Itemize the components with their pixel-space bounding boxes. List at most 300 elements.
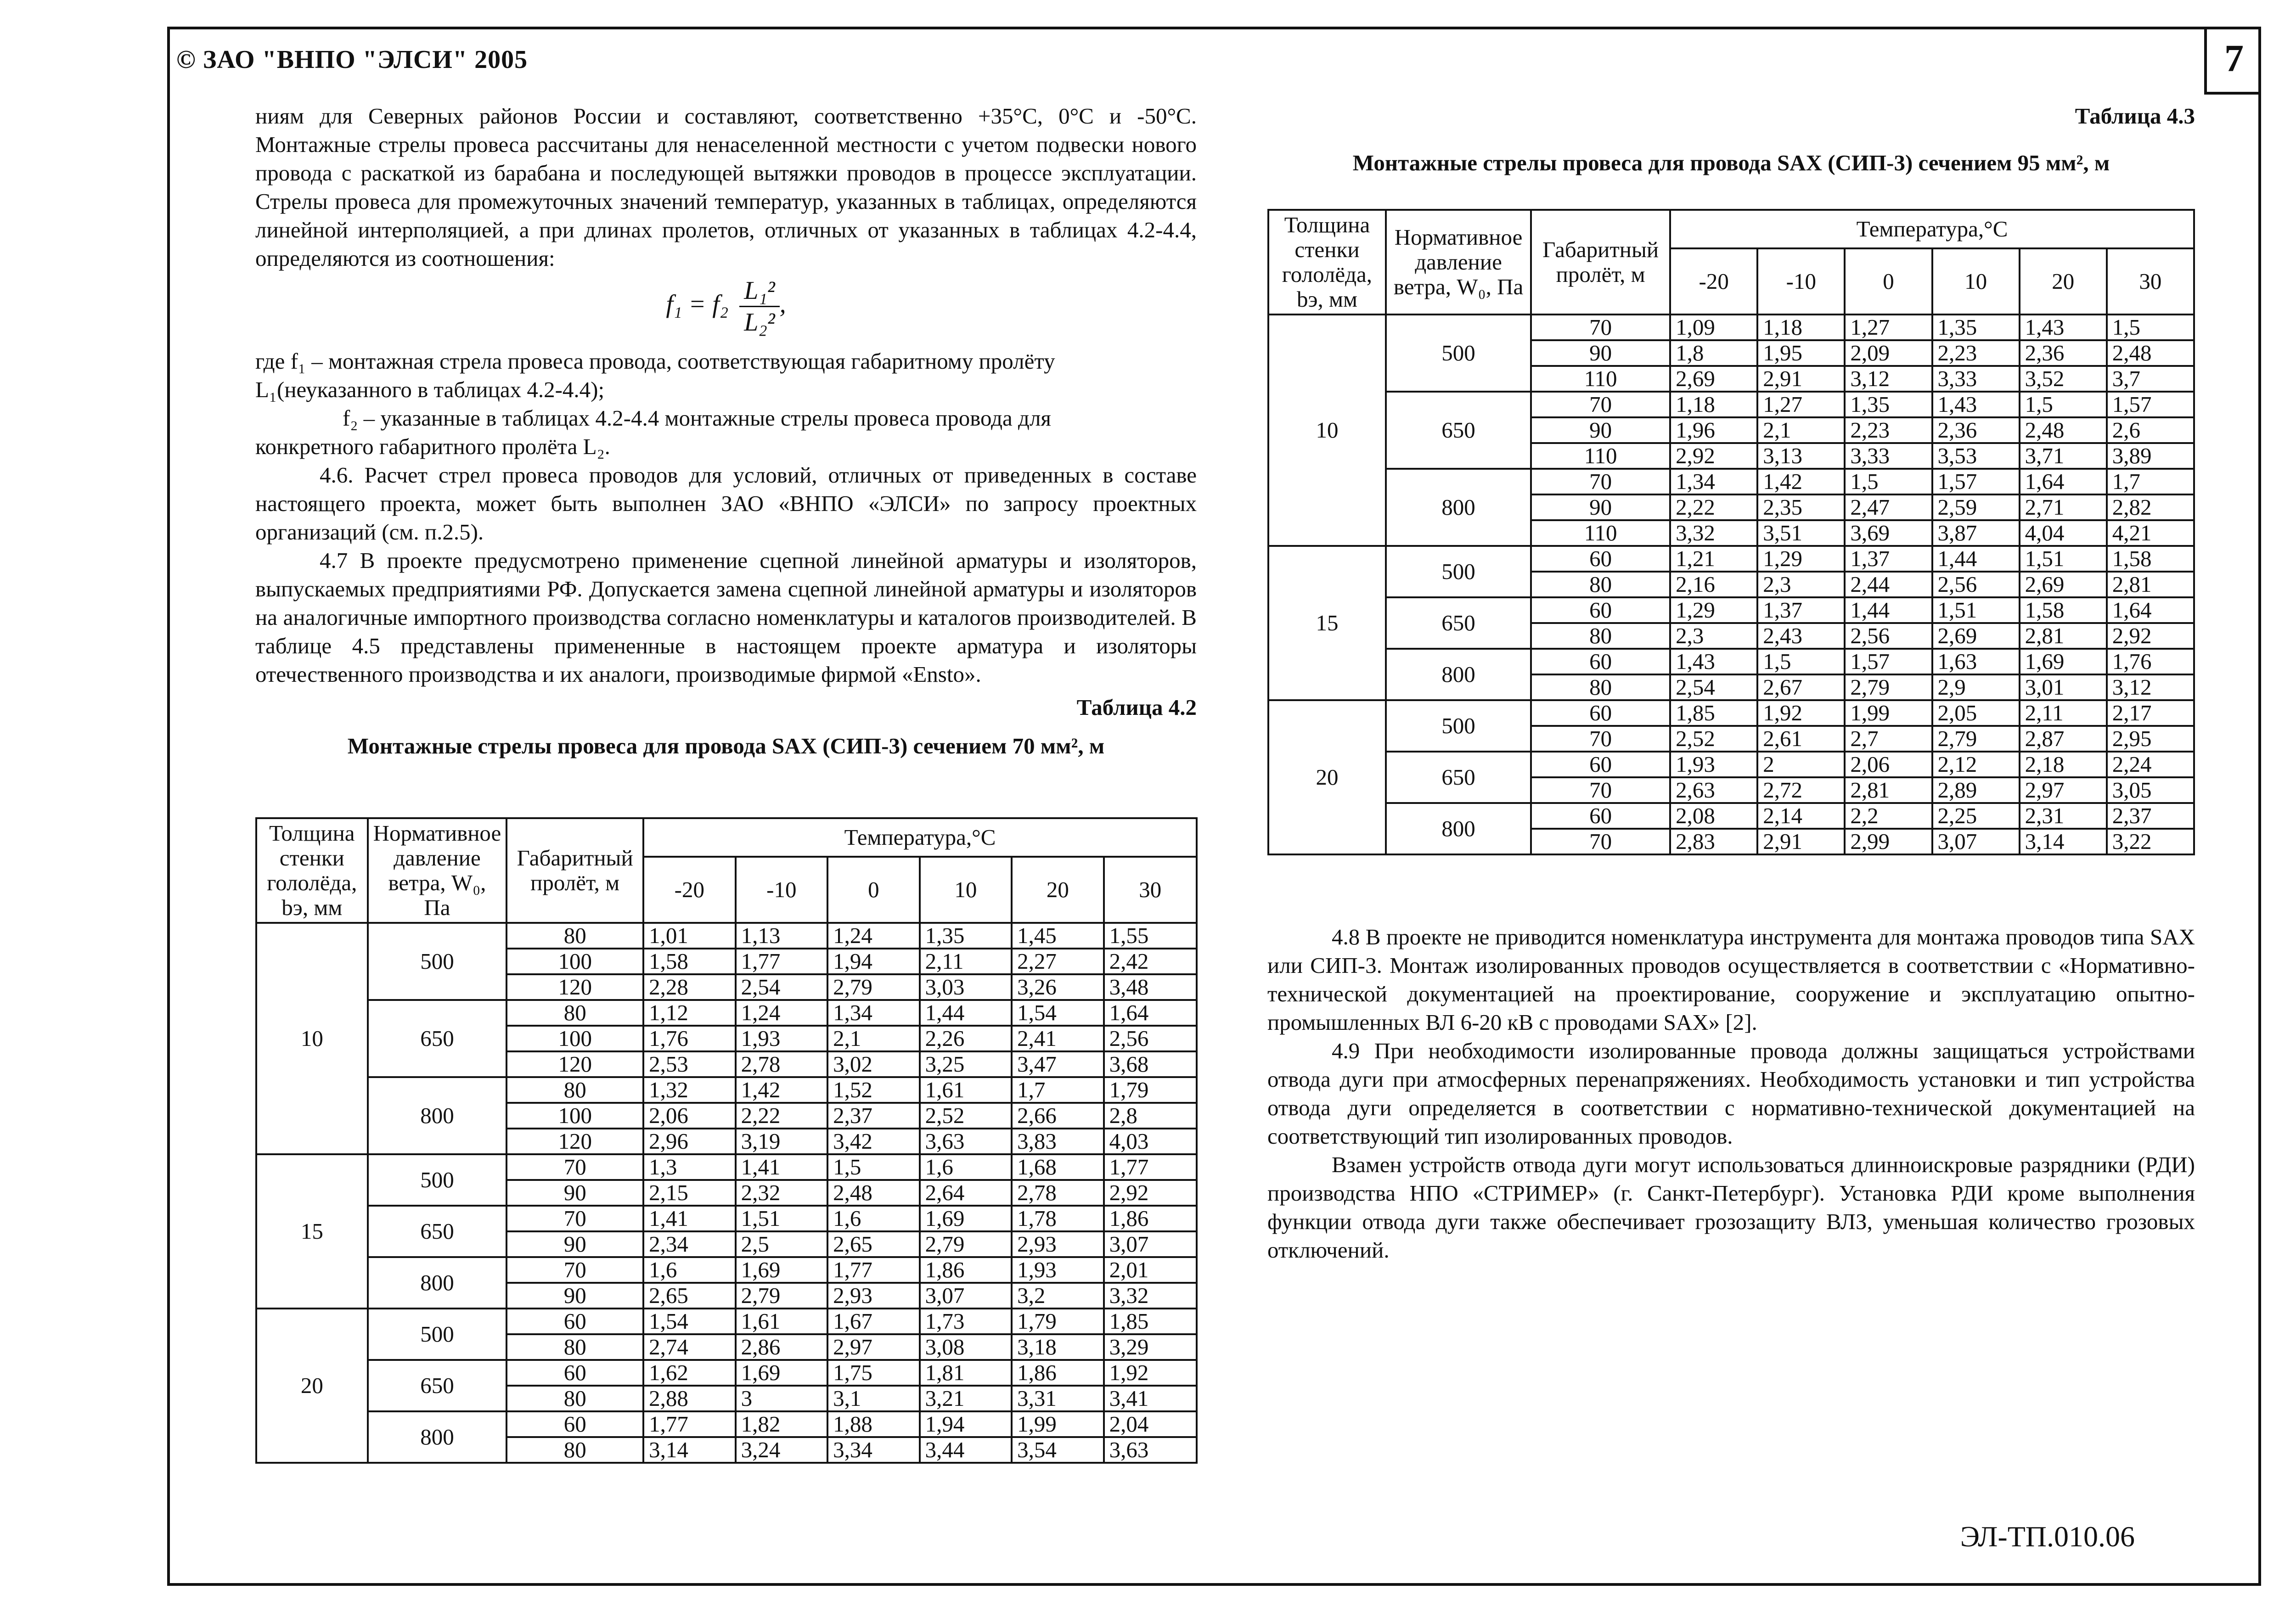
span-cell: 90 (1531, 494, 1670, 520)
table-row (1268, 315, 2194, 340)
sag-value-cell: 2,79 (827, 974, 920, 1000)
sag-value-cell: 2,48 (2020, 417, 2107, 443)
sag-value-cell: 2,66 (1012, 1103, 1104, 1129)
table-row (256, 1000, 1197, 1026)
wind-pressure-cell: 650 (1386, 392, 1531, 469)
header-temp-value: -10 (1757, 248, 1845, 315)
wind-pressure-cell: 800 (368, 1077, 507, 1154)
sag-value-cell: 3,34 (827, 1437, 920, 1463)
span-cell: 70 (506, 1257, 643, 1283)
sag-value-cell: 2,92 (2107, 623, 2194, 649)
paragraph-4-6: 4.6. Расчет стрел провеса проводов для условий, отличных от приведенных в составе настоящего проекта, может быть выполнен ЗАО «ВНПО «ЭЛСИ» по запросу проектных организаций (см. п.2.5). (255, 462, 1197, 545)
sag-value-cell: 2,35 (1757, 494, 1845, 520)
wind-pressure-cell: 800 (1386, 469, 1531, 546)
span-cell: 80 (1531, 674, 1670, 700)
header-temp-value: 0 (1845, 248, 1932, 315)
sag-value-cell: 3,52 (2020, 366, 2107, 392)
sag-value-cell: 2,52 (1670, 726, 1757, 752)
wind-pressure-cell: 500 (1386, 700, 1531, 752)
sag-value-cell: 2,95 (2107, 726, 2194, 752)
sag-value-cell: 2,79 (1845, 674, 1932, 700)
sag-value-cell: 1,32 (643, 1077, 736, 1103)
sag-value-cell: 2,56 (1932, 572, 2020, 597)
sag-value-cell: 2,69 (1932, 623, 2020, 649)
sag-value-cell: 1,64 (1104, 1000, 1197, 1026)
sag-value-cell: 2,25 (1932, 803, 2020, 829)
sag-value-cell: 3,63 (920, 1129, 1012, 1154)
sag-value-cell: 2,79 (736, 1283, 828, 1309)
sag-value-cell: 3,33 (1932, 366, 2020, 392)
sag-value-cell: 2,56 (1845, 623, 1932, 649)
right-column-header (1267, 102, 2195, 177)
wind-pressure-cell: 500 (368, 923, 507, 1000)
header-temp-value: 10 (1932, 248, 2020, 315)
ice-thickness-cell: 20 (256, 1309, 368, 1463)
sag-value-cell: 2,99 (1845, 829, 1932, 854)
sag-value-cell: 2,78 (736, 1051, 828, 1077)
span-cell: 80 (506, 1386, 643, 1411)
sag-value-cell: 2,81 (1845, 777, 1932, 803)
header-temp-value: 30 (1104, 857, 1197, 923)
span-cell: 60 (1531, 597, 1670, 623)
sag-value-cell: 2,81 (2020, 623, 2107, 649)
sag-value-cell: 1,86 (920, 1257, 1012, 1283)
sag-value-cell: 2,97 (827, 1334, 920, 1360)
sag-value-cell: 1,5 (1845, 469, 1932, 494)
span-cell: 100 (506, 1103, 643, 1129)
span-cell: 80 (506, 1437, 643, 1463)
sag-value-cell: 2,69 (1670, 366, 1757, 392)
definition-f2-cont: конкретного габаритного пролёта L₂. (255, 434, 610, 459)
span-cell: 90 (506, 1180, 643, 1206)
sag-value-cell: 1,13 (736, 923, 828, 949)
sag-value-cell: 3,41 (1104, 1386, 1197, 1411)
sag-value-cell: 1,51 (1932, 597, 2020, 623)
sag-value-cell: 1,76 (2107, 649, 2194, 674)
table-row (256, 1206, 1197, 1231)
sag-value-cell: 2,18 (2020, 752, 2107, 777)
sag-value-cell: 1,7 (1012, 1077, 1104, 1103)
document-code: ЭЛ-ТП.010.06 (1960, 1520, 2135, 1553)
sag-value-cell: 2,14 (1757, 803, 1845, 829)
span-cell: 70 (1531, 392, 1670, 417)
sag-value-cell: 2,41 (1012, 1026, 1104, 1051)
sag-value-cell: 1,5 (2107, 315, 2194, 340)
table-row (1268, 597, 2194, 623)
sag-value-cell: 2,28 (643, 974, 736, 1000)
sag-value-cell: 1,54 (1012, 1000, 1104, 1026)
sag-value-cell: 4,03 (1104, 1129, 1197, 1154)
sag-value-cell: 3,03 (920, 974, 1012, 1000)
sag-value-cell: 2,36 (1932, 417, 2020, 443)
sag-value-cell: 1,24 (736, 1000, 828, 1026)
sag-value-cell: 3,53 (1932, 443, 2020, 469)
sag-value-cell: 1,43 (1932, 392, 2020, 417)
sag-value-cell: 1,09 (1670, 315, 1757, 340)
span-cell: 90 (1531, 340, 1670, 366)
table-4-3 (1267, 209, 2195, 855)
sag-value-cell: 3,7 (2107, 366, 2194, 392)
sag-value-cell: 3,2 (1012, 1283, 1104, 1309)
sag-value-cell: 1,73 (920, 1309, 1012, 1334)
sag-value-cell: 1,58 (2107, 546, 2194, 572)
table-row (256, 1360, 1197, 1386)
sag-value-cell: 2,92 (1670, 443, 1757, 469)
sag-value-cell: 1,51 (2020, 546, 2107, 572)
sag-value-cell: 1,43 (1670, 649, 1757, 674)
sag-value-cell: 2,56 (1104, 1026, 1197, 1051)
sag-value-cell: 2,78 (1012, 1180, 1104, 1206)
sag-value-cell: 1,55 (1104, 923, 1197, 949)
sag-value-cell: 3,14 (2020, 829, 2107, 854)
table-row (256, 1411, 1197, 1437)
sag-value-cell: 1,93 (1012, 1257, 1104, 1283)
sag-value-cell: 1,18 (1757, 315, 1845, 340)
formula-fraction (739, 275, 779, 337)
header-row (1268, 210, 2194, 248)
wind-pressure-cell: 800 (368, 1257, 507, 1309)
sag-value-cell: 1,99 (1012, 1411, 1104, 1437)
span-cell: 70 (1531, 777, 1670, 803)
sag-value-cell: 1,37 (1845, 546, 1932, 572)
sag-value-cell: 1,58 (643, 949, 736, 974)
sag-value-cell: 2,7 (1845, 726, 1932, 752)
header-wind-pressure: Нормативное давление ветра, W₀, Па (1386, 210, 1531, 315)
sag-value-cell: 3,24 (736, 1437, 828, 1463)
copyright-header: © ЗАО "ВНПО "ЭЛСИ" 2005 (176, 45, 528, 74)
header-wind-pressure: Нормативное давление ветра, W₀, Па (368, 818, 507, 923)
header-span: Габаритный пролёт, м (506, 818, 643, 923)
sag-value-cell: 3,31 (1012, 1386, 1104, 1411)
sag-value-cell: 1,58 (2020, 597, 2107, 623)
sag-value-cell: 1,29 (1670, 597, 1757, 623)
sag-value-cell: 2,59 (1932, 494, 2020, 520)
header-temperature: Температура,°С (643, 818, 1197, 857)
sag-value-cell: 1,51 (736, 1206, 828, 1231)
wind-pressure-cell: 500 (368, 1309, 507, 1360)
header-temp-value: 0 (827, 857, 920, 923)
span-cell: 70 (1531, 315, 1670, 340)
sag-value-cell: 1,79 (1104, 1077, 1197, 1103)
span-cell: 110 (1531, 520, 1670, 546)
span-cell: 70 (1531, 726, 1670, 752)
sag-value-cell: 2,8 (1104, 1103, 1197, 1129)
ice-thickness-cell: 10 (1268, 315, 1386, 546)
wind-pressure-cell: 500 (368, 1154, 507, 1206)
sag-value-cell: 1,86 (1012, 1360, 1104, 1386)
span-cell: 80 (506, 1000, 643, 1026)
sag-value-cell: 2,48 (827, 1180, 920, 1206)
table-row (1268, 752, 2194, 777)
sag-value-cell: 1,93 (1670, 752, 1757, 777)
ice-thickness-cell: 15 (256, 1154, 368, 1309)
sag-value-cell: 2,27 (1012, 949, 1104, 974)
sag-value-cell: 2,42 (1104, 949, 1197, 974)
sag-value-cell: 2,69 (2020, 572, 2107, 597)
table-row (1268, 803, 2194, 829)
sag-value-cell: 3,07 (1104, 1231, 1197, 1257)
sag-value-cell: 2,08 (1670, 803, 1757, 829)
sag-value-cell: 2,44 (1845, 572, 1932, 597)
sag-value-cell: 2,61 (1757, 726, 1845, 752)
sag-value-cell: 2,26 (920, 1026, 1012, 1051)
sag-value-cell: 2,79 (920, 1231, 1012, 1257)
sag-value-cell: 2,16 (1670, 572, 1757, 597)
sag-value-cell: 1,35 (920, 923, 1012, 949)
header-temp-value: -10 (736, 857, 828, 923)
sag-value-cell: 2,22 (1670, 494, 1757, 520)
sag-value-cell: 2,88 (643, 1386, 736, 1411)
sag-value-cell: 1,41 (736, 1154, 828, 1180)
span-cell: 60 (1531, 649, 1670, 674)
sag-value-cell: 3,08 (920, 1334, 1012, 1360)
wind-pressure-cell: 800 (368, 1411, 507, 1463)
definition-f1-cont: L₁(неуказанного в таблицах 4.2-4.4); (255, 377, 605, 402)
sag-value-cell: 2,74 (643, 1334, 736, 1360)
sag-value-cell: 1,8 (1670, 340, 1757, 366)
sag-value-cell: 2,93 (1012, 1231, 1104, 1257)
sag-value-cell: 2,22 (736, 1103, 828, 1129)
span-cell: 100 (506, 1026, 643, 1051)
sag-value-cell: 2,12 (1932, 752, 2020, 777)
wind-pressure-cell: 650 (368, 1000, 507, 1077)
table42-label: Таблица 4.2 (1076, 695, 1197, 720)
sag-value-cell: 1,29 (1757, 546, 1845, 572)
sag-value-cell: 3,07 (920, 1283, 1012, 1309)
sag-value-cell: 1,77 (643, 1411, 736, 1437)
span-cell: 80 (1531, 572, 1670, 597)
sag-value-cell: 2,1 (827, 1026, 920, 1051)
span-cell: 80 (506, 1077, 643, 1103)
sag-value-cell: 2,64 (920, 1180, 1012, 1206)
sag-value-cell: 1,61 (920, 1077, 1012, 1103)
sag-formula (255, 275, 1197, 344)
sag-value-cell: 1,42 (1757, 469, 1845, 494)
sag-value-cell: 1,81 (920, 1360, 1012, 1386)
wind-pressure-cell: 650 (1386, 752, 1531, 803)
formula-denominator: L₂² (744, 308, 775, 337)
sag-value-cell: 3,21 (920, 1386, 1012, 1411)
paragraph-4-7: 4.7 В проекте предусмотрено применение сцепной линейной арматуры и изоляторов, выпускаемых предприятиями РФ. Допускается замена сцепной линейной арматуры и изоляторов на аналогичные импортного производства согласно номенклатуры и каталогов производителей. В таблице 4.5 представлены примененные в настоящем проекте арматура и изоляторы отечественного производства и их аналоги, производимые фирмой «Ensto». (255, 548, 1197, 687)
sag-value-cell: 2,09 (1845, 340, 1932, 366)
header-row (256, 818, 1197, 857)
sag-value-cell: 1,93 (736, 1026, 828, 1051)
sag-value-cell: 1,75 (827, 1360, 920, 1386)
sag-value-cell: 1,92 (1757, 700, 1845, 726)
sag-value-cell: 2,65 (827, 1231, 920, 1257)
table-row (1268, 700, 2194, 726)
sag-value-cell: 1,21 (1670, 546, 1757, 572)
sag-value-cell: 2,63 (1670, 777, 1757, 803)
sag-value-cell: 2,15 (643, 1180, 736, 1206)
sag-value-cell: 3,71 (2020, 443, 2107, 469)
sag-value-cell: 2,48 (2107, 340, 2194, 366)
sag-value-cell: 1,35 (1932, 315, 2020, 340)
sag-value-cell: 2,52 (920, 1103, 1012, 1129)
sag-value-cell: 2,96 (643, 1129, 736, 1154)
sag-value-cell: 2,89 (1932, 777, 2020, 803)
sag-value-cell: 2,67 (1757, 674, 1845, 700)
header-temp-value: 20 (1012, 857, 1104, 923)
sag-value-cell: 3,01 (2020, 674, 2107, 700)
sag-value-cell: 1,95 (1757, 340, 1845, 366)
span-cell: 90 (506, 1283, 643, 1309)
sag-value-cell: 3,14 (643, 1437, 736, 1463)
sag-value-cell: 1,41 (643, 1206, 736, 1231)
sag-value-cell: 1,6 (643, 1257, 736, 1283)
sag-value-cell: 1,12 (643, 1000, 736, 1026)
sag-value-cell: 1,52 (827, 1077, 920, 1103)
table43-label: Таблица 4.3 (2075, 103, 2195, 129)
header-ice-thickness: Толщина стенки гололёда, bэ, мм (1268, 210, 1386, 315)
sag-value-cell: 1,34 (827, 1000, 920, 1026)
sag-value-cell: 3,22 (2107, 829, 2194, 854)
sag-value-cell: 1,43 (2020, 315, 2107, 340)
wind-pressure-cell: 500 (1386, 315, 1531, 392)
sag-value-cell: 2,17 (2107, 700, 2194, 726)
span-cell: 60 (1531, 700, 1670, 726)
sag-value-cell: 1,88 (827, 1411, 920, 1437)
sag-value-cell: 1,57 (1845, 649, 1932, 674)
sag-value-cell: 2,31 (2020, 803, 2107, 829)
sag-value-cell: 3,1 (827, 1386, 920, 1411)
sag-value-cell: 2,11 (920, 949, 1012, 974)
sag-value-cell: 2,3 (1757, 572, 1845, 597)
sag-value-cell: 1,62 (643, 1360, 736, 1386)
sag-value-cell: 1,92 (1104, 1360, 1197, 1386)
sag-value-cell: 3,69 (1845, 520, 1932, 546)
sag-value-cell: 2,47 (1845, 494, 1932, 520)
span-cell: 120 (506, 1129, 643, 1154)
sag-value-cell: 1,7 (2107, 469, 2194, 494)
sag-value-cell: 2,65 (643, 1283, 736, 1309)
sag-value-cell: 1,67 (827, 1309, 920, 1334)
span-cell: 80 (1531, 623, 1670, 649)
sag-value-cell: 2,82 (2107, 494, 2194, 520)
ice-thickness-cell: 20 (1268, 700, 1386, 854)
table-row (256, 923, 1197, 949)
sag-value-cell: 2,97 (2020, 777, 2107, 803)
formula-numerator: L₁² (739, 275, 779, 307)
formula-tail: , (779, 290, 786, 319)
header-temp-value: 20 (2020, 248, 2107, 315)
sag-value-cell: 2,43 (1757, 623, 1845, 649)
sag-value-cell: 2,91 (1757, 829, 1845, 854)
header-temp-value: 30 (2107, 248, 2194, 315)
paragraph-4-9: 4.9 При необходимости изолированные провода должны защищаться устройствами отвода дуги при атмосферных перенапряжениях. Необходимость установки и тип устройства отвода дуги определяется в соответствии с нормативно-технической документацией на соответствующий тип изолированных проводов. (1267, 1038, 2195, 1149)
sag-value-cell: 3,83 (1012, 1129, 1104, 1154)
sag-value-cell: 2,86 (736, 1334, 828, 1360)
sag-value-cell: 3,51 (1757, 520, 1845, 546)
sag-value-cell: 1,64 (2107, 597, 2194, 623)
table-row (256, 1257, 1197, 1283)
sag-value-cell: 3,42 (827, 1129, 920, 1154)
sag-value-cell: 2,87 (2020, 726, 2107, 752)
sag-value-cell: 1,85 (1670, 700, 1757, 726)
wind-pressure-cell: 800 (1386, 649, 1531, 700)
sag-value-cell: 2,3 (1670, 623, 1757, 649)
paragraph-4-8: 4.8 В проекте не приводится номенклатура инструмента для монтажа проводов типа SAX или СИП-3. Монтаж изолированных проводов осуществляется в соответствии с «Нормативно-технической документацией на проектирование, сооружение и эксплуатацию опытно-промышленных ВЛ 6-20 кВ с проводами SAX» [2]. (1267, 924, 2195, 1035)
sag-value-cell: 2,05 (1932, 700, 2020, 726)
sag-value-cell: 3,47 (1012, 1051, 1104, 1077)
sag-value-cell: 1,69 (736, 1360, 828, 1386)
table-row (256, 1154, 1197, 1180)
sag-value-cell: 3 (736, 1386, 828, 1411)
ice-thickness-cell: 10 (256, 923, 368, 1154)
sag-value-cell: 1,69 (736, 1257, 828, 1283)
paragraph-rdi: Взамен устройств отвода дуги могут использоваться длинноискровые разрядники (РДИ) производства НПО «СТРИМЕР» (г. Санкт-Петербург). Установка РДИ кроме выполнения функции отвода дуги также обеспечивает грозозащиту ВЛЗ, уменьшая количество грозовых отключений. (1267, 1152, 2195, 1263)
sag-value-cell: 2,5 (736, 1231, 828, 1257)
sag-value-cell: 1,5 (827, 1154, 920, 1180)
sag-value-cell: 3,18 (1012, 1334, 1104, 1360)
sag-value-cell: 1,34 (1670, 469, 1757, 494)
sag-value-cell: 1,6 (920, 1154, 1012, 1180)
sag-value-cell: 2,1 (1757, 417, 1845, 443)
sag-value-cell: 1,68 (1012, 1154, 1104, 1180)
sag-value-cell: 2,06 (1845, 752, 1932, 777)
sag-value-cell: 3,26 (1012, 974, 1104, 1000)
sag-value-cell: 1,63 (1932, 649, 2020, 674)
sag-value-cell: 1,18 (1670, 392, 1757, 417)
sag-value-cell: 1,61 (736, 1309, 828, 1334)
sag-value-cell: 3,29 (1104, 1334, 1197, 1360)
span-cell: 60 (506, 1309, 643, 1334)
sag-value-cell: 1,77 (736, 949, 828, 974)
sag-value-cell: 1,96 (1670, 417, 1757, 443)
sag-value-cell: 1,69 (2020, 649, 2107, 674)
sag-value-cell: 2,11 (2020, 700, 2107, 726)
sag-value-cell: 1,85 (1104, 1309, 1197, 1334)
sag-value-cell: 1,99 (1845, 700, 1932, 726)
table-row (1268, 649, 2194, 674)
sag-value-cell: 1,54 (643, 1309, 736, 1334)
sag-value-cell: 1,57 (2107, 392, 2194, 417)
sag-value-cell: 2,71 (2020, 494, 2107, 520)
table42-caption: Монтажные стрелы провеса для провода SAX (СИП-3) сечением 70 мм², м (347, 733, 1105, 758)
header-span: Габаритный пролёт, м (1531, 210, 1670, 315)
sag-value-cell: 1,44 (1932, 546, 2020, 572)
span-cell: 60 (1531, 752, 1670, 777)
sag-value-cell: 1,44 (920, 1000, 1012, 1026)
sag-value-cell: 2,9 (1932, 674, 2020, 700)
span-cell: 120 (506, 1051, 643, 1077)
header-temp-value: -20 (643, 857, 736, 923)
sag-value-cell: 1,86 (1104, 1206, 1197, 1231)
sag-value-cell: 3,87 (1932, 520, 2020, 546)
sag-value-cell: 3,13 (1757, 443, 1845, 469)
span-cell: 90 (1531, 417, 1670, 443)
sag-value-cell: 1,82 (736, 1411, 828, 1437)
sag-value-cell: 2,6 (2107, 417, 2194, 443)
sag-value-cell: 2,06 (643, 1103, 736, 1129)
sag-value-cell: 4,04 (2020, 520, 2107, 546)
sag-value-cell: 2,23 (1845, 417, 1932, 443)
table-row (1268, 546, 2194, 572)
sag-value-cell: 1,77 (1104, 1154, 1197, 1180)
sag-value-cell: 2,79 (1932, 726, 2020, 752)
sag-value-cell: 1,42 (736, 1077, 828, 1103)
definition-f2: f₂ – указанные в таблицах 4.2-4.4 монтажные стрелы провеса провода для (343, 405, 1051, 431)
paragraph-intro: ниям для Северных районов России и составляют, соответственно +35°С, 0°С и -50°С. Монтажные стрелы провеса рассчитаны для ненаселенной местности с учетом подвески нового провода с раскаткой из барабана и последующей вытяжки проводов в процессе эксплуатации. Стрелы провеса для промежуточных значений температур, указанных в таблицах, определяются линейной интерполяцией, а при длинах пролетов, отличных от указанных в таблицах 4.2-4.4, определяются из соотношения: (255, 103, 1197, 271)
sag-value-cell: 2,81 (2107, 572, 2194, 597)
sag-value-cell: 1,44 (1845, 597, 1932, 623)
sag-value-cell: 1,27 (1845, 315, 1932, 340)
sag-value-cell: 2,2 (1845, 803, 1932, 829)
sag-value-cell: 2,72 (1757, 777, 1845, 803)
sag-value-cell: 2 (1757, 752, 1845, 777)
sag-value-cell: 1,5 (2020, 392, 2107, 417)
sag-value-cell: 2,04 (1104, 1411, 1197, 1437)
